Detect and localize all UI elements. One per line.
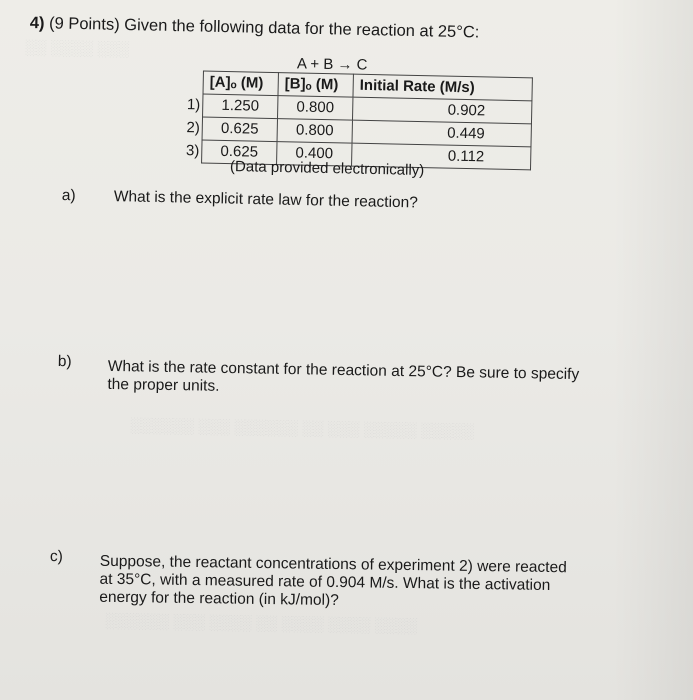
problem-number: 4) (29, 14, 45, 33)
data-table-container (177, 70, 533, 170)
cell-rate: 0.449 (352, 120, 531, 147)
problem-intro: (9 Points) Given the following data for the reaction at 25°C: (48, 14, 480, 42)
column-header-a: [A]ₒ (M) (203, 71, 278, 96)
rate-data-table (177, 70, 533, 170)
bleed-through-mark: ░░░░░░ ░░░ ░░░░░░ ░░ ░░░ ░░░░░ ░░░░░ (129, 417, 474, 440)
cell-b: 0.800 (277, 119, 352, 144)
column-header-rate: Initial Rate (M/s) (353, 74, 532, 101)
row-index: 3) (185, 142, 200, 160)
column-header-b: [B]ₒ (M) (278, 73, 353, 98)
row-index: 1) (186, 96, 201, 114)
reaction-equation: A + B → C (296, 55, 368, 74)
question-label: c) (49, 548, 63, 566)
cell-rate: 0.112 (352, 143, 531, 170)
cell-a: 0.625 (202, 117, 277, 142)
cell-a: 1.250 (203, 94, 278, 119)
bleed-through-mark: ░░░░░░ ░░░ ░░░░ ░░ ░░░░ ░░░░ ░░░░ (104, 612, 418, 635)
question-text: Suppose, the reactant concentrations of experiment 2) were reacted at 35°C, with a measured rate of 0.904 M/s. What is the activation energy for the reaction (in kJ/mol)? (99, 552, 567, 610)
row-index: 2) (186, 119, 200, 137)
cell-b: 0.400 (277, 142, 352, 167)
question-label: b) (57, 353, 72, 371)
data-note: (Data provided electronically) (229, 157, 425, 180)
question-label: a) (61, 187, 76, 205)
problem-header (30, 14, 480, 42)
cell-rate: 0.902 (352, 97, 531, 124)
bleed-through-mark: ░░ ░░░░ ░░░ (24, 39, 130, 58)
cell-b: 0.800 (278, 96, 353, 121)
question-text: What is the rate constant for the reaction at 25°C? Be sure to specify the proper units. (107, 357, 580, 395)
cell-a: 0.625 (202, 140, 277, 165)
table-corner (179, 70, 204, 94)
question-text: What is the explicit rate law for the reaction? (113, 188, 419, 212)
